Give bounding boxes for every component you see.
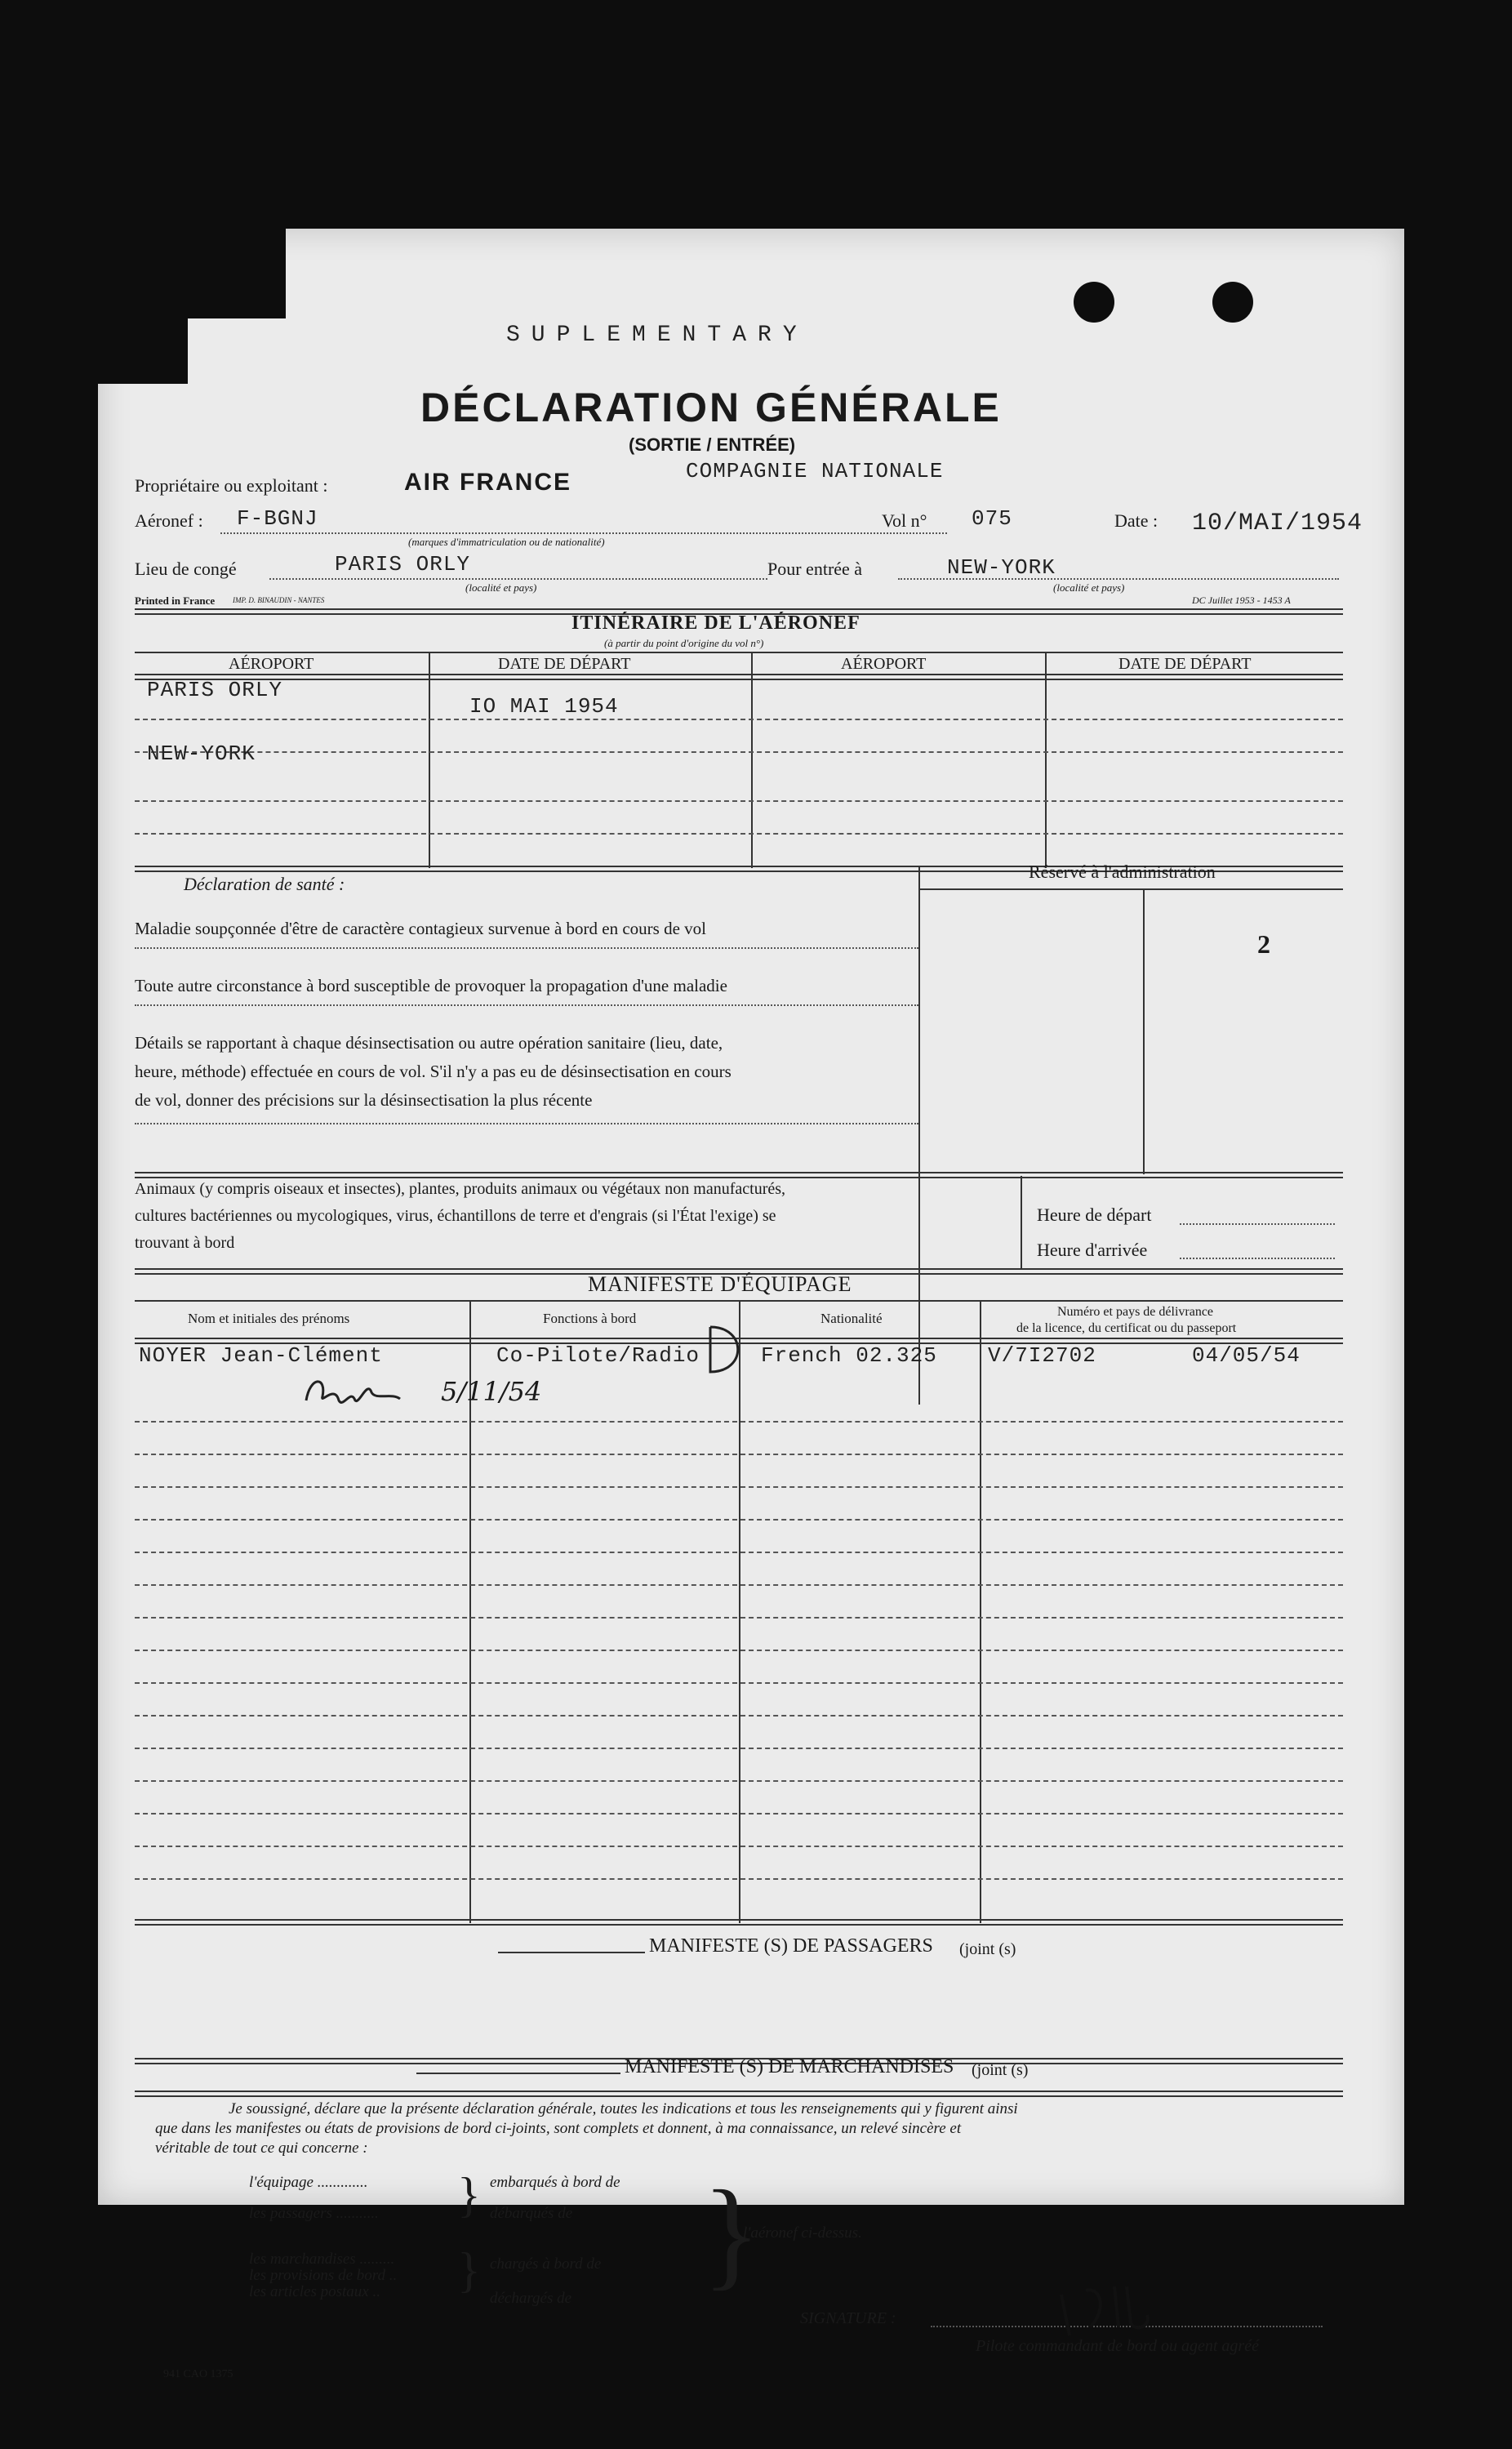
itinerary-col-airport-2: AÉROPORT <box>841 655 927 673</box>
entry-note: (localité et pays) <box>1053 581 1125 594</box>
brace-left-icon: } <box>457 2243 481 2297</box>
date-value: 10/MAI/1954 <box>1192 510 1363 537</box>
punch-hole-icon <box>1212 282 1253 323</box>
punch-hole-icon <box>1074 282 1114 323</box>
declaration-passengers: les passagers ........... <box>249 2205 379 2222</box>
entry-value: NEW-YORK <box>947 555 1056 580</box>
health-line-2: Toute autre circonstance à bord susceptible de provoquer la propagation d'une maladie <box>135 976 727 995</box>
health-line-3b: heure, méthode) effectuée en cours de vol. S'il n'y a pas eu de désinsectisation en cours <box>135 1062 732 1081</box>
declaration-aircraft: l'aéronef ci-dessus. <box>743 2224 862 2242</box>
health-title: Déclaration de santé : <box>184 874 345 894</box>
crew-col-function: Fonctions à bord <box>543 1311 637 1326</box>
goods-manifest-joint: (joint (s) <box>972 2061 1029 2079</box>
crew-row-nationality: French 02.325 <box>761 1343 937 1368</box>
itinerary-subtitle: (à partir du point d'origine du vol n°) <box>604 637 764 649</box>
passenger-manifest-joint: (joint (s) <box>959 1940 1016 1958</box>
reserved-admin-title: Réservé à l'administration <box>1029 862 1216 882</box>
declaration-line-2: que dans les manifestes ou états de provisions de bord ci-joints, sont complets et donnent, à ma connaissance, un relevé sincère et <box>155 2120 962 2137</box>
crew-row-name: NOYER Jean-Clément <box>139 1343 383 1368</box>
animals-line-2: cultures bactériennes ou mycologiques, virus, échantillons de terre et d'engrais (si l'État l'exige) se <box>135 1207 776 1225</box>
owner-value: AIR FRANCE <box>404 469 571 496</box>
declaration-unloaded: déchargés de <box>490 2290 572 2307</box>
itinerary-col-airport-1: AÉROPORT <box>229 655 314 673</box>
brace-left-icon: } <box>457 2168 481 2222</box>
declaration-loaded: chargés à bord de <box>490 2255 602 2273</box>
itinerary-row-1-airport: PARIS ORLY <box>147 678 283 702</box>
form-title: DÉCLARATION GÉNÉRALE <box>420 385 1002 430</box>
itinerary-row-1-date: IO MAI 1954 <box>469 694 619 719</box>
torn-corner <box>98 229 188 384</box>
aircraft-note: (marques d'immatriculation ou de nationalité) <box>408 536 605 548</box>
entry-label: Pour entrée à <box>767 559 863 579</box>
signature-label: SIGNATURE : <box>800 2309 896 2327</box>
form-subtitle: (SORTIE / ENTRÉE) <box>629 434 796 455</box>
declaration-boarded: embarqués à bord de <box>490 2174 620 2191</box>
date-label: Date : <box>1114 510 1158 531</box>
itinerary-title: ITINÉRAIRE DE L'AÉRONEF <box>571 612 861 634</box>
brace-right-icon: } <box>702 2166 761 2301</box>
crew-col-name: Nom et initiales des prénoms <box>188 1311 350 1326</box>
footer-code: 941 CAO 1375 <box>163 2368 233 2380</box>
declaration-line-1: Je soussigné, déclare que la présente déclaration générale, toutes les indications et tous les renseignements qui y figurent ainsi <box>229 2100 1018 2117</box>
departure-note: (localité et pays) <box>465 581 537 594</box>
handwritten-d-mark-icon <box>702 1323 751 1380</box>
owner-label: Propriétaire ou exploitant : <box>135 475 328 496</box>
animals-line-1: Animaux (y compris oiseaux et insectes), plantes, produits animaux ou végétaux non manufacturés, <box>135 1180 786 1198</box>
itinerary-col-date-1: DATE DE DÉPART <box>498 655 631 673</box>
printer: IMP. D. BINAUDIN - NANTES <box>233 596 325 604</box>
declaration-postal: les articles postaux .. <box>249 2283 380 2300</box>
form-code: DC Juillet 1953 - 1453 A <box>1192 594 1291 606</box>
declaration-form-sheet <box>98 229 1404 2380</box>
torn-corner-tab <box>188 229 286 318</box>
signature-role: Pilote commandant de bord ou agent agréé <box>976 2337 1259 2355</box>
handwritten-initials-icon <box>302 1368 449 1417</box>
declaration-line-3: véritable de tout ce qui concerne : <box>155 2140 368 2157</box>
signature-scribble-icon <box>1045 2278 1159 2344</box>
goods-manifest-title: MANIFESTE (S) DE MARCHANDISES <box>625 2056 954 2077</box>
declaration-goods: les marchandises ......... <box>249 2251 395 2268</box>
crew-row-function: Co-Pilote/Radio <box>496 1343 700 1368</box>
crew-row-license-date: 04/05/54 <box>1192 1343 1301 1368</box>
declaration-crew: l'équipage ............. <box>249 2174 368 2191</box>
crew-row-license: V/7I2702 <box>988 1343 1096 1368</box>
owner-extra: COMPAGNIE NATIONALE <box>686 459 944 483</box>
health-line-3c: de vol, donner des précisions sur la désinsectisation la plus récente <box>135 1090 593 1110</box>
departure-time-label: Heure de départ <box>1037 1204 1152 1225</box>
departure-value: PARIS ORLY <box>335 552 471 577</box>
aircraft-label: Aéronef : <box>135 510 203 531</box>
flight-value: 075 <box>972 506 1012 531</box>
crew-col-license-1: Numéro et pays de délivrance <box>1057 1305 1214 1319</box>
supplementary-stamp: SUPLEMENTARY <box>506 323 808 348</box>
crew-col-nationality: Nationalité <box>820 1311 883 1326</box>
handwritten-date: 5/11/54 <box>441 1376 542 1407</box>
crew-manifest-title: MANIFESTE D'ÉQUIPAGE <box>588 1272 852 1296</box>
passenger-manifest-title: MANIFESTE (S) DE PASSAGERS <box>649 1935 933 1957</box>
flight-label: Vol n° <box>882 510 927 531</box>
printed-in: Printed in France <box>135 594 216 607</box>
aircraft-value: F-BGNJ <box>237 506 318 531</box>
reserved-admin-number: 2 <box>1257 929 1270 959</box>
declaration-provisions: les provisions de bord .. <box>249 2267 398 2284</box>
animals-line-3: trouvant à bord <box>135 1234 235 1252</box>
health-line-1: Maladie soupçonnée d'être de caractère contagieux survenue à bord en cours de vol <box>135 919 706 938</box>
health-line-3a: Détails se rapportant à chaque désinsectisation ou autre opération sanitaire (lieu, date, <box>135 1033 723 1053</box>
departure-label: Lieu de congé <box>135 559 237 579</box>
itinerary-row-2-airport: NEW-YORK <box>147 741 256 766</box>
declaration-disembarked: débarqués de <box>490 2205 573 2222</box>
crew-col-license-2: de la licence, du certificat ou du passeport <box>1016 1321 1237 1335</box>
arrival-time-label: Heure d'arrivée <box>1037 1240 1148 1260</box>
itinerary-col-date-2: DATE DE DÉPART <box>1118 655 1252 673</box>
